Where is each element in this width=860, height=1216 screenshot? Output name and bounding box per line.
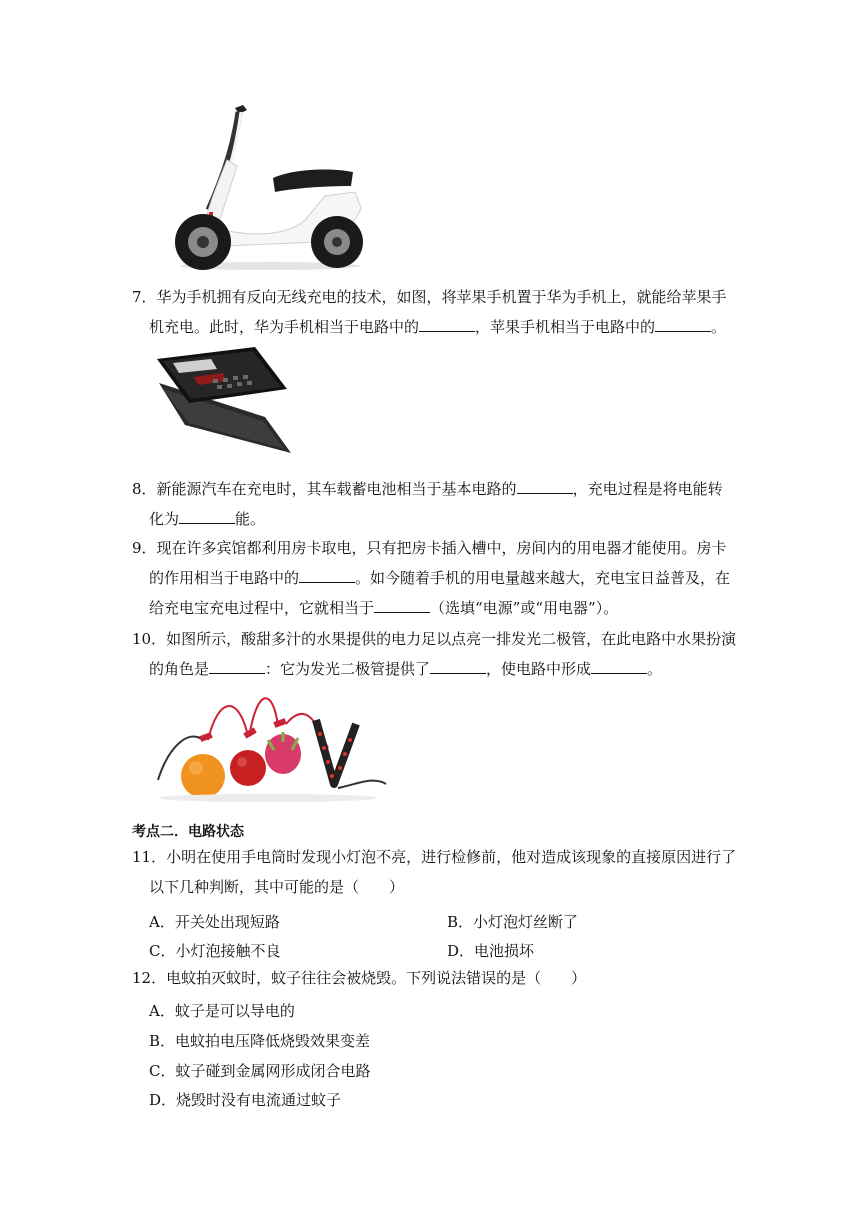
question-7: 7．华为手机拥有反向无线充电的技术，如图，将苹果手机置于华为手机上，就能给苹果手 机充电。此时，华为手机相当于电路中的 ，苹果手机相当于电路中的 。 [132, 288, 727, 336]
option-c[interactable]: C．蚊子碰到金属网形成闭合电路 [149, 1062, 371, 1080]
answer-blank[interactable] [374, 596, 430, 613]
question-12: 12．电蚊拍灭蚊时，蚊子往往会被烧毁。下列说法错误的是（ ） [132, 969, 587, 987]
question-10: 10．如图所示，酸甜多汁的水果提供的电力足以点亮一排发光二极管，在此电路中水果扮演 的角色是 ：它为发光二极管提供了 ，使电路中形成 。 [132, 630, 737, 678]
answer-blank[interactable] [517, 477, 573, 494]
option-a[interactable]: A．蚊子是可以导电的 [149, 1002, 295, 1020]
answer-blank[interactable] [179, 507, 235, 524]
answer-blank[interactable] [591, 657, 647, 674]
option-a[interactable]: A．开关处出现短路 [149, 913, 280, 931]
section-header: 考点二．电路状态 [132, 824, 244, 840]
answer-blank[interactable] [655, 315, 711, 332]
option-d[interactable]: D．烧毁时没有电流通过蚊子 [149, 1091, 342, 1109]
fruit-battery-led-image [148, 688, 393, 806]
answer-blank[interactable] [430, 657, 486, 674]
question-9: 9．现在许多宾馆都利用房卡取电，只有把房卡插入槽中，房间内的用电器才能使用。房卡 的作用相当于电路中的 。如今随着手机的用电量越来越大，充电宝日益普及，在 给充电宝充电过程中，它就相当于 （选填“电源”或“用电器”）。 [132, 539, 731, 617]
stacked-phones-image [153, 345, 293, 465]
option-b[interactable]: B．小灯泡灯丝断了 [447, 913, 579, 931]
answer-blank[interactable] [299, 566, 355, 583]
question-8: 8．新能源汽车在充电时，其车载蓄电池相当于基本电路的 ，充电过程是将电能转 化为 能。 [132, 474, 732, 534]
option-b[interactable]: B．电蚊拍电压降低烧毁效果变差 [149, 1032, 371, 1050]
option-c[interactable]: C．小灯泡接触不良 [149, 942, 281, 960]
option-d[interactable]: D．电池损坏 [447, 942, 535, 960]
answer-blank[interactable] [419, 315, 475, 332]
answer-blank[interactable] [209, 657, 265, 674]
electric-scooter-image [165, 100, 380, 272]
question-11: 11．小明在使用手电筒时发现小灯泡不亮，进行检修前，他对造成该现象的直接原因进行了 以下几种判断，其中可能的是（ ） [132, 848, 737, 896]
